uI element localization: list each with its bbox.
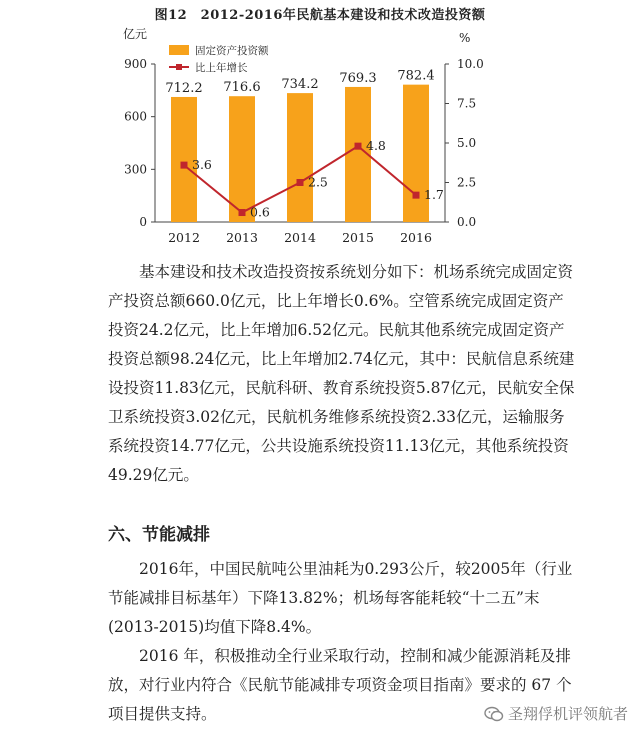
y-right-tick-label: 7.5 — [457, 96, 477, 111]
y-left-tick-label: 600 — [124, 109, 147, 124]
bar-value-label: 734.2 — [281, 77, 319, 93]
y-left-tick-label: 900 — [124, 57, 147, 71]
growth-point — [239, 209, 246, 216]
y-right-unit: % — [459, 31, 471, 45]
bar-value-label: 769.3 — [339, 70, 377, 86]
legend-swatch-bar — [169, 45, 189, 55]
y-right-tick-label: 0.0 — [457, 215, 477, 229]
growth-value-label: 4.8 — [366, 138, 386, 154]
legend-swatch-marker — [176, 64, 182, 70]
legend-label-bar: 固定资产投资额 — [195, 45, 269, 57]
growth-point — [355, 143, 362, 150]
bar — [287, 93, 313, 222]
growth-point — [413, 192, 420, 199]
bar-value-label: 712.2 — [165, 80, 203, 96]
bar — [229, 96, 255, 222]
bar-value-label: 716.6 — [223, 80, 261, 96]
y-right-tick-label: 5.0 — [457, 136, 477, 150]
growth-value-label: 1.7 — [424, 187, 444, 203]
watermark — [484, 703, 628, 724]
y-left-tick-label: 0 — [139, 215, 147, 229]
x-tick-label: 2016 — [400, 230, 432, 245]
x-tick-label: 2013 — [226, 230, 258, 245]
growth-value-label: 3.6 — [192, 157, 212, 173]
bar-value-label: 782.4 — [397, 68, 435, 84]
chart-title: 图12 2012-2016年民航基本建设和技术改造投资额 — [154, 8, 486, 23]
section-heading: 六、节能减排 — [108, 525, 210, 545]
watermark-text: 圣翔俘机评领航者 — [507, 705, 628, 723]
growth-value-label: 2.5 — [308, 174, 328, 190]
growth-point — [297, 179, 304, 186]
y-left-tick-label: 300 — [124, 162, 147, 177]
y-right-tick-label: 10.0 — [457, 57, 484, 71]
x-tick-label: 2014 — [284, 230, 316, 245]
growth-point — [181, 162, 188, 169]
growth-value-label: 0.6 — [250, 204, 270, 220]
legend-label-line: 比上年增长 — [195, 62, 248, 74]
paragraph-text: 2016年，中国民航吨公里油耗为0.293公斤，较2005年（行业节能减排目标基年）下降13.82%；机场每客能耗较“十二五”末(2013-2015)均值下降8.4%。 — [108, 560, 573, 636]
y-left-unit: 亿元 — [122, 27, 148, 41]
paragraph-investment — [108, 258, 578, 490]
y-right-tick-label: 2.5 — [457, 175, 477, 190]
wechat-icon — [484, 706, 504, 722]
x-tick-label: 2012 — [168, 230, 200, 245]
x-tick-label: 2015 — [342, 230, 374, 245]
paragraph-text: 2016 年，积极推动全行业采取行动，控制和减少能源消耗及排放，对行业内符合《民航节能减排专项资金项目指南》要求的 67 个项目提供支持。 — [108, 647, 572, 723]
paragraph-text: 基本建设和技术改造投资按系统划分如下：机场系统完成固定资产投资总额660.0亿元，比上年增长0.6%。空管系统完成固定资产投资24.2亿元，比上年增加6.52亿元。民航其他系统完成固定资产投资总额98.24亿元，比上年增加2.74亿元，其中：民航信息系统建设投资11.83亿元，民航科研、教育系统投资5.87亿元，民航安全保卫系统投资3.02亿元，民航机务维修系统投资2.33亿元，运输服务系统投资14.77亿元，公共设施系统投资11.13亿元，其他系统投资49.29亿元。 — [108, 263, 575, 484]
investment-chart — [0, 20, 640, 260]
